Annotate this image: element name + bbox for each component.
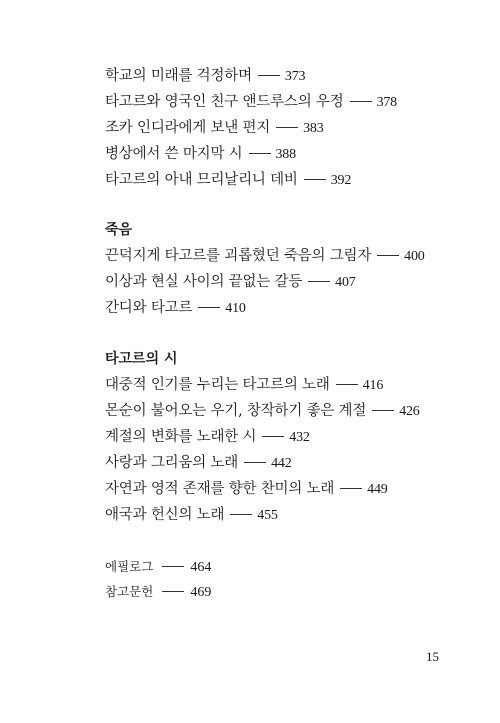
toc-entry-title: 대중적 인기를 누리는 타고르의 노래 [105, 377, 330, 393]
toc-entry-page: 378 [376, 95, 397, 110]
toc-dash [336, 384, 358, 385]
toc-entry-page: 464 [190, 560, 212, 575]
toc-entry-title: 이상과 현실 사이의 끝없는 갈등 [105, 274, 303, 290]
toc-dash [340, 488, 362, 489]
section-heading-poems: 타고르의 시 [105, 351, 178, 367]
toc-dash [350, 101, 372, 102]
toc-dash [262, 436, 284, 437]
toc-entry-page: 469 [190, 585, 212, 600]
toc-dash [372, 410, 394, 411]
toc-entry-page: 442 [271, 456, 292, 471]
toc-entry [105, 480, 388, 499]
toc-entry-references [105, 584, 211, 601]
toc-dash [198, 307, 220, 308]
toc-entry-title: 병상에서 쓴 마지막 시 [105, 146, 243, 162]
toc-dash [249, 153, 271, 154]
toc-dash [230, 514, 252, 515]
toc-entry-page: 373 [284, 69, 306, 84]
page-number: 15 [426, 649, 439, 664]
toc-entry-epilogue [105, 559, 211, 576]
section-heading-death: 죽음 [105, 222, 133, 238]
toc-entry [105, 402, 420, 421]
toc-entry-page: 455 [257, 508, 278, 523]
toc-dash [162, 566, 184, 567]
toc-entry-title: 몬순이 불어오는 우기, 창작하기 좋은 계절 [105, 403, 367, 419]
toc-entry-title: 에필로그 [105, 559, 154, 574]
toc-entry-title: 계절의 변화를 노래한 시 [105, 429, 257, 445]
toc-entry [105, 376, 383, 395]
toc-entry-page: 449 [367, 482, 388, 497]
toc-entry [105, 67, 305, 86]
toc-entry [105, 273, 356, 292]
toc-entry-title: 참고문헌 [105, 584, 154, 599]
toc-entry-title: 타고르와 영국인 친구 앤드루스의 우정 [105, 94, 344, 110]
toc-entry-title: 끈덕지게 타고르를 괴롭혔던 죽음의 그림자 [105, 248, 372, 264]
toc-dash [258, 75, 280, 76]
toc-entry-page: 416 [362, 378, 384, 393]
toc-entry-page: 426 [399, 404, 420, 419]
toc-entry [105, 247, 425, 266]
toc-entry-title: 간디와 타고르 [105, 300, 193, 316]
toc-dash [276, 127, 298, 128]
toc-entry [105, 506, 278, 525]
toc-entry-page: 388 [275, 147, 296, 162]
toc-dash [304, 179, 326, 180]
toc-entry-page: 432 [289, 430, 310, 445]
toc-entry [105, 171, 351, 190]
toc-entry-page: 407 [335, 275, 356, 290]
toc-entry-title: 조카 인디라에게 보낸 편지 [105, 120, 271, 136]
toc-entry-page: 392 [330, 173, 352, 188]
toc-dash [377, 255, 399, 256]
toc-entry [105, 299, 246, 318]
toc-entry-page: 383 [303, 121, 324, 136]
toc-entry [105, 428, 310, 447]
toc-entry-title: 타고르의 아내 므리날리니 데비 [105, 172, 298, 188]
toc-entry [105, 119, 324, 138]
toc-entry-page: 410 [225, 301, 246, 316]
toc-entry-title: 애국과 헌신의 노래 [105, 507, 225, 523]
toc-entry-title: 자연과 영적 존재를 향한 찬미의 노래 [105, 481, 335, 497]
toc-dash [162, 591, 184, 592]
toc-dash [244, 462, 266, 463]
toc-entry-title: 사랑과 그리움의 노래 [105, 455, 239, 471]
toc-dash [308, 281, 330, 282]
toc-entry [105, 454, 292, 473]
toc-entry [105, 145, 296, 164]
toc-entry-title: 학교의 미래를 걱정하며 [105, 68, 252, 84]
toc-entry [105, 93, 397, 112]
toc-entry-page: 400 [404, 249, 425, 264]
